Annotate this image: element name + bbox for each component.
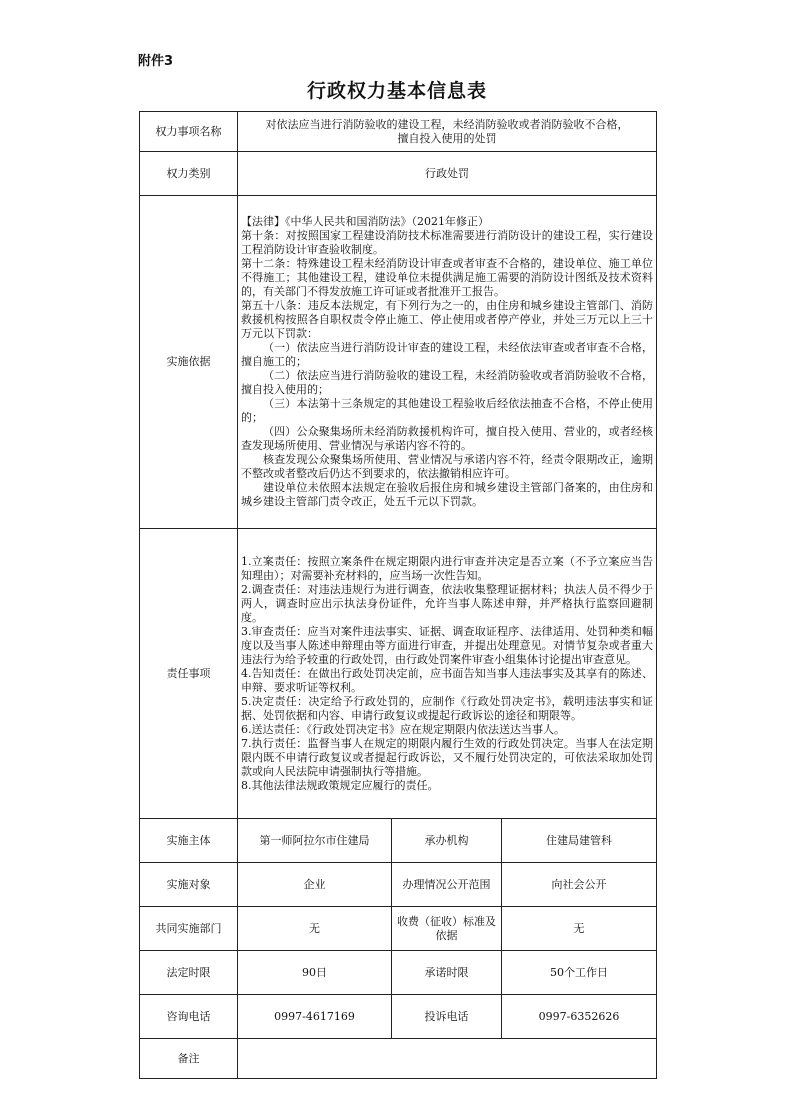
page-title: 行政权力基本信息表 bbox=[306, 80, 487, 102]
power-name-value bbox=[238, 112, 657, 152]
consult-phone-label: 咨询电话 bbox=[140, 995, 238, 1039]
row-joint bbox=[140, 907, 657, 951]
power-name-line: 擅自投入使用的处罚 bbox=[397, 131, 497, 145]
basis-paragraph: 第十二条：特殊建设工程未经消防设计审查或者审查不合格的，建设单位、施工单位不得施工；其他建设工程，建设单位未提供满足施工需要的消防设计图纸及技术资料的，有关部门不得发放施工许可证或者批准开工报告。 bbox=[241, 257, 654, 298]
basis-label: 实施依据 bbox=[140, 196, 238, 529]
joint-dept-value: 无 bbox=[238, 907, 392, 951]
legal-limit-label: 法定时限 bbox=[140, 951, 238, 995]
consult-phone-value: 0997-4617169 bbox=[238, 995, 392, 1039]
responsibilities-label: 责任事项 bbox=[140, 529, 238, 819]
handling-unit-label: 承办机构 bbox=[392, 819, 502, 863]
responsibility-item: 5.决定责任：决定给予行政处罚的，应制作《行政处罚决定书》，载明违法事实和证据、处罚依据和内容、申请行政复议或提起行政诉讼的途径和期限等。 bbox=[241, 694, 654, 722]
basis-paragraph: 【法律】《中华人民共和国消防法》（2021年修正） bbox=[241, 215, 489, 228]
disclosure-scope-label: 办理情况公开范围 bbox=[392, 863, 502, 907]
target-value: 企业 bbox=[238, 863, 392, 907]
remarks-label: 备注 bbox=[140, 1039, 238, 1079]
responsibility-item: 4.告知责任：在做出行政处罚决定前，应书面告知当事人违法事实及其享有的陈述、申辩、要求听证等权利。 bbox=[241, 666, 654, 694]
remarks-value bbox=[238, 1039, 657, 1079]
power-name-label: 权力事项名称 bbox=[140, 112, 238, 152]
responsibility-item: 3.审查责任：应当对案件违法事实、证据、调查取证程序、法律适用、处罚种类和幅度以及当事人陈述申辩理由等方面进行审查，并提出处理意见。对情节复杂或者重大违法行为给予较重的行政处罚，由行政处罚案件审查小组集体讨论提出审查意见。 bbox=[241, 624, 654, 666]
row-remarks bbox=[140, 1039, 657, 1079]
responsibility-item: 6.送达责任：《行政处罚决定书》应在规定期限内依法送达当事人。 bbox=[241, 722, 565, 736]
responsibility-item: 7.执行责任：监督当事人在规定的期限内履行生效的行政处罚决定。当事人在法定期限内既不申请行政复议或者提起行政诉讼，又不履行处罚决定的，可依法采取加处罚款或向人民法院申请强制执行等措施。 bbox=[241, 736, 654, 778]
row-power-name bbox=[140, 112, 657, 152]
basis-paragraph: （三）本法第十三条规定的其他建设工程验收后经依法抽查不合格，不停止使用的； bbox=[241, 397, 654, 424]
row-responsibilities bbox=[140, 529, 657, 819]
subject-label: 实施主体 bbox=[140, 819, 238, 863]
basis-content bbox=[238, 196, 657, 529]
power-category-value: 行政处罚 bbox=[238, 152, 657, 196]
power-name-line: 对依法应当进行消防验收的建设工程，未经消防验收或者消防验收不合格， bbox=[265, 117, 629, 131]
row-phone bbox=[140, 995, 657, 1039]
complaint-phone-label: 投诉电话 bbox=[392, 995, 502, 1039]
handling-unit-value: 住建局建管科 bbox=[502, 819, 657, 863]
power-category-label: 权力类别 bbox=[140, 152, 238, 196]
fee-standard-label: 收费（征收）标准及依据 bbox=[392, 907, 502, 951]
row-power-category bbox=[140, 152, 657, 196]
subject-value: 第一师阿拉尔市住建局 bbox=[238, 819, 392, 863]
basis-paragraph: 第十条：对按照国家工程建设消防技术标准需要进行消防设计的建设工程，实行建设工程消防设计审查验收制度。 bbox=[241, 229, 654, 256]
row-basis bbox=[140, 196, 657, 529]
basis-paragraph: （二）依法应当进行消防验收的建设工程，未经消防验收或者消防验收不合格，擅自投入使用的； bbox=[241, 369, 654, 396]
basis-paragraph: 第五十八条：违反本法规定，有下列行为之一的，由住房和城乡建设主管部门、消防救援机构按照各自职权责令停止施工、停止使用或者停产停业，并处三万元以上三十万元以下罚款： bbox=[241, 299, 654, 340]
legal-limit-value: 90日 bbox=[238, 951, 392, 995]
fee-standard-value: 无 bbox=[502, 907, 657, 951]
row-target bbox=[140, 863, 657, 907]
basis-paragraph: （四）公众聚集场所未经消防救援机构许可，擅自投入使用、营业的，或者经核查发现场所使用、营业情况与承诺内容不符的。 bbox=[241, 425, 654, 452]
target-label: 实施对象 bbox=[140, 863, 238, 907]
responsibilities-content bbox=[238, 529, 657, 819]
promise-limit-value: 50个工作日 bbox=[502, 951, 657, 995]
responsibility-item: 8.其他法律法规政策规定应履行的责任。 bbox=[241, 778, 439, 792]
attachment-label: 附件3 bbox=[138, 54, 174, 69]
row-limit bbox=[140, 951, 657, 995]
joint-dept-label: 共同实施部门 bbox=[140, 907, 238, 951]
disclosure-scope-value: 向社会公开 bbox=[502, 863, 657, 907]
responsibility-item: 1.立案责任：按照立案条件在规定期限内进行审查并决定是否立案（不予立案应当告知理由）；对需要补充材料的，应当场一次性告知。 bbox=[241, 554, 654, 582]
responsibility-item: 2.调查责任：对违法违规行为进行调查，依法收集整理证据材料；执法人员不得少于两人，调查时应出示执法身份证件，允许当事人陈述申辩，并严格执行监察回避制度。 bbox=[241, 582, 654, 624]
basis-paragraph: （一）依法应当进行消防设计审查的建设工程，未经依法审查或者审查不合格，擅自施工的； bbox=[241, 341, 654, 368]
promise-limit-label: 承诺时限 bbox=[392, 951, 502, 995]
basis-paragraph: 核查发现公众聚集场所使用、营业情况与承诺内容不符，经责令限期改正，逾期不整改或者整改后仍达不到要求的，依法撤销相应许可。 bbox=[241, 453, 654, 480]
info-table bbox=[139, 111, 657, 1079]
complaint-phone-value: 0997-6352626 bbox=[502, 995, 657, 1039]
basis-paragraph: 建设单位未依照本法规定在验收后报住房和城乡建设主管部门备案的，由住房和城乡建设主管部门责令改正，处五千元以下罚款。 bbox=[241, 481, 654, 508]
row-subject bbox=[140, 819, 657, 863]
